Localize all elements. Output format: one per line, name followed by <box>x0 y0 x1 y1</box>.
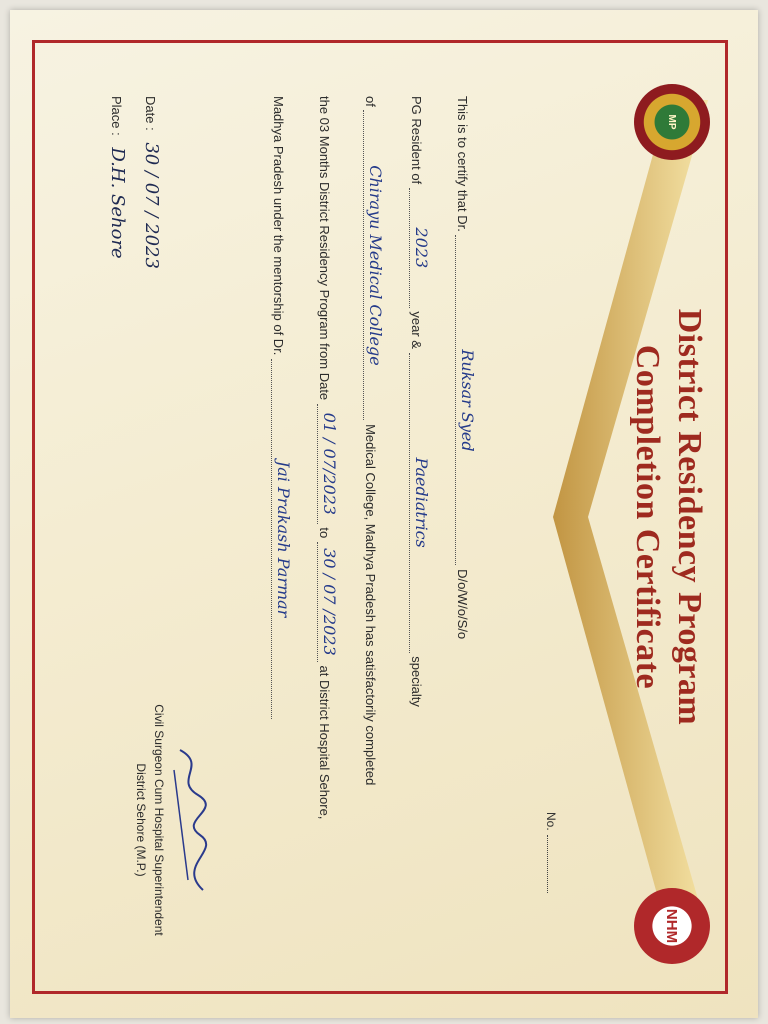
line4-to-word: to <box>317 527 332 539</box>
certify-line-1 <box>455 96 478 639</box>
left-seal-text: MP <box>666 114 678 130</box>
line2-prefix: PG Resident of <box>409 96 424 185</box>
certificate-title-line1: District Residency Program <box>671 308 708 726</box>
signatory-district: District Sehore (M.P.) <box>134 763 148 877</box>
program-end-date: 30 / 07 /2023 <box>317 542 340 662</box>
line1-prefix: This is to certify that Dr. <box>455 96 470 232</box>
signatory-title: Civil Surgeon Cum Hospital Superintendent <box>152 704 166 936</box>
issue-date <box>141 96 162 269</box>
program-start-date: 01 / 07/2023 <box>317 404 340 524</box>
certificate-number <box>544 812 558 893</box>
resident-name: Ruksar Syed <box>455 235 478 565</box>
mentor-name: Jai Prakash Parmar <box>271 359 294 719</box>
issue-place <box>107 96 128 259</box>
certificate-title-line2: Completion Certificate <box>629 344 666 690</box>
line3-prefix: of <box>363 96 378 107</box>
line1-suffix: D/o/W/o/S/o <box>455 569 470 640</box>
signature-scribble-icon <box>168 740 218 910</box>
resident-specialty: Paediatrics <box>409 353 432 653</box>
certify-line-3 <box>363 96 386 785</box>
certify-line-5 <box>271 96 294 719</box>
place-value: D.H. Sehore <box>107 147 128 259</box>
certify-line-2 <box>409 96 432 707</box>
certificate-number-blank <box>547 835 548 893</box>
line4-prefix: the 03 Months District Residency Program from Date <box>317 96 332 401</box>
medical-college-name: Chirayu Medical College <box>363 110 386 420</box>
line4-suffix: at District Hospital Sehore, <box>317 665 332 820</box>
date-label: Date : <box>143 96 158 131</box>
certificate-number-label: No. <box>544 812 558 831</box>
line5-prefix: Madhya Pradesh under the mentorship of Dr. <box>271 96 286 356</box>
date-value: 30 / 07 / 2023 <box>141 142 162 269</box>
certify-line-4 <box>317 96 340 819</box>
line2-suffix: specialty <box>409 656 424 707</box>
line2-mid: year & <box>409 311 424 349</box>
residency-year: 2023 <box>409 188 432 308</box>
right-seal-text: NHM <box>663 908 681 944</box>
place-label: Place : <box>109 96 124 136</box>
signatory-block <box>132 690 168 950</box>
certificate <box>32 40 728 994</box>
line3-suffix: Medical College, Madhya Pradesh has satisfactorily completed <box>363 424 378 786</box>
